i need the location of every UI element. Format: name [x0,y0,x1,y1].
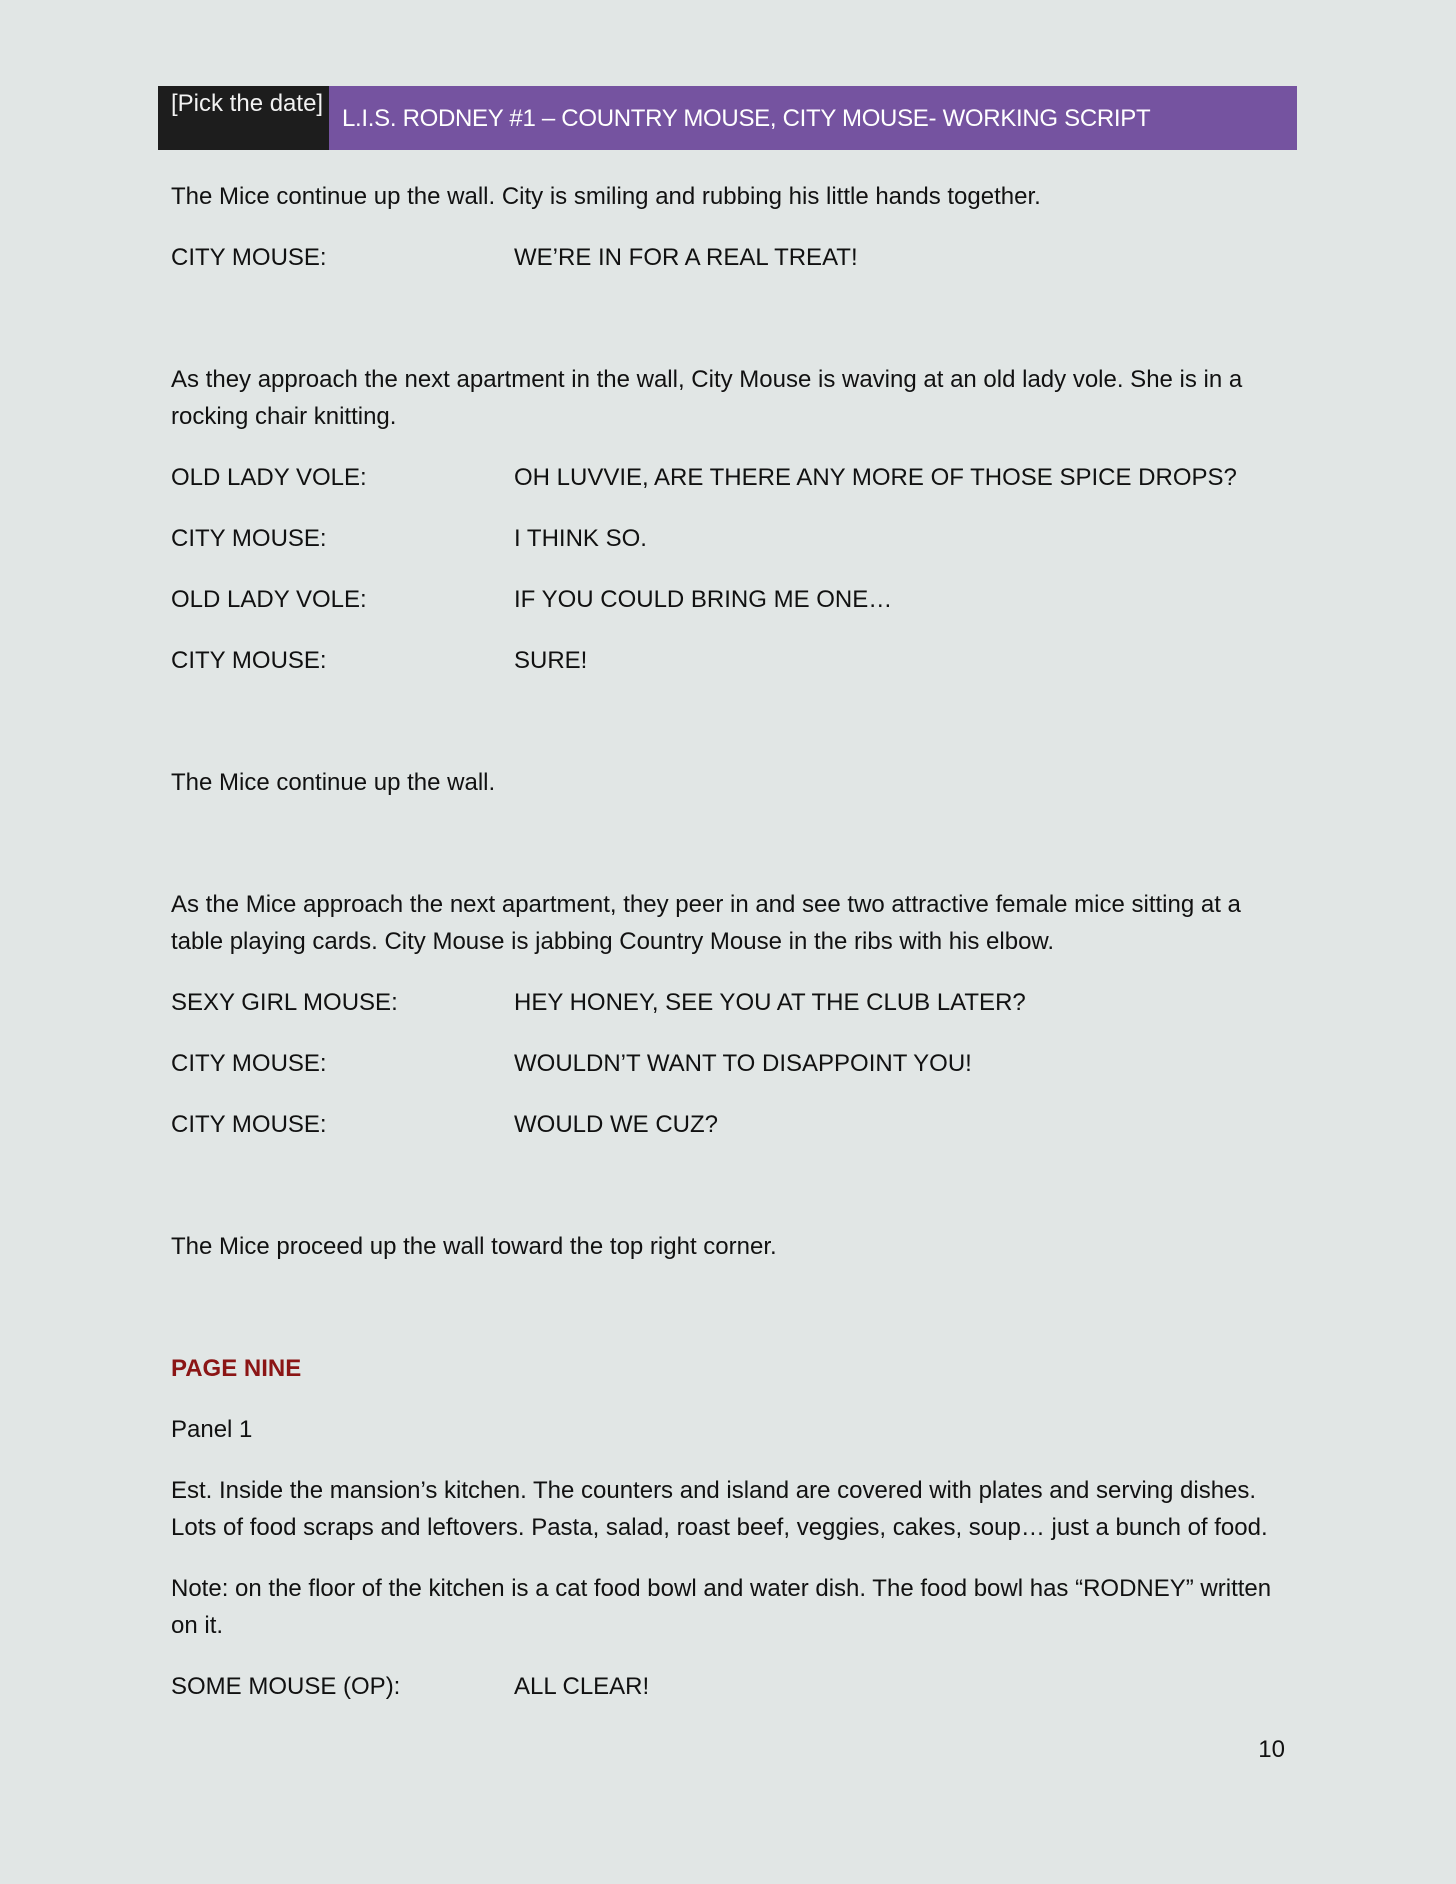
panel-label: Panel 1 [171,1416,253,1443]
action-paragraph: As they approach the next apartment in the wall, City Mouse is waving at an old lady vole. She is in a rocking chair knitting. [171,366,1243,430]
dialogue-line: OH LUVVIE, ARE THERE ANY MORE OF THOSE SPICE DROPS? [514,464,1237,491]
action-paragraph: The Mice continue up the wall. City is smiling and rubbing his little hands together. [171,183,1041,210]
page-heading: PAGE NINE [171,1355,302,1382]
dialogue-line: IF YOU COULD BRING ME ONE… [514,586,893,613]
header-title: L.I.S. RODNEY #1 – COUNTRY MOUSE, CITY MOUSE- WORKING SCRIPT [329,86,1297,150]
dialogue-row [171,642,1291,679]
action-paragraph: Est. Inside the mansion’s kitchen. The counters and island are covered with plates and serving dishes. Lots of food scraps and leftovers. Pasta, salad, roast beef, veggies, cakes, soup… just a bunch of food. [171,1477,1268,1541]
dialogue-speaker: CITY MOUSE: [171,525,327,552]
action-paragraph: As the Mice approach the next apartment, they peer in and see two attractive female mice sitting at a table playing cards. City Mouse is jabbing Country Mouse in the ribs with his elbow. [171,891,1241,955]
page-number: 10 [1258,1736,1285,1763]
action-paragraph: The Mice continue up the wall. [171,769,496,796]
dialogue-row [171,581,1291,618]
dialogue-line: WE’RE IN FOR A REAL TREAT! [514,244,858,271]
dialogue-speaker: CITY MOUSE: [171,1050,327,1077]
dialogue-speaker: OLD LADY VOLE: [171,586,367,613]
page-header [158,86,1297,150]
dialogue-line: SURE! [514,647,588,674]
header-date: [Pick the date] [158,86,329,150]
dialogue-speaker: CITY MOUSE: [171,1111,327,1138]
dialogue-speaker: SOME MOUSE (OP): [171,1673,401,1700]
dialogue-speaker: CITY MOUSE: [171,244,327,271]
dialogue-line: WOULDN’T WANT TO DISAPPOINT YOU! [514,1050,972,1077]
script-body [171,178,1291,1729]
dialogue-row [171,239,1291,276]
dialogue-line: WOULD WE CUZ? [514,1111,718,1138]
dialogue-line: HEY HONEY, SEE YOU AT THE CLUB LATER? [514,989,1026,1016]
dialogue-speaker: OLD LADY VOLE: [171,464,367,491]
dialogue-row [171,1045,1291,1082]
dialogue-row [171,1106,1291,1143]
dialogue-speaker: SEXY GIRL MOUSE: [171,989,398,1016]
dialogue-line: ALL CLEAR! [514,1673,650,1700]
action-paragraph: The Mice proceed up the wall toward the top right corner. [171,1233,777,1260]
dialogue-row [171,459,1291,496]
dialogue-line: I THINK SO. [514,525,647,552]
dialogue-speaker: CITY MOUSE: [171,647,327,674]
dialogue-row [171,520,1291,557]
dialogue-row [171,984,1291,1021]
dialogue-row [171,1668,1291,1705]
note-paragraph: Note: on the floor of the kitchen is a cat food bowl and water dish. The food bowl has “RODNEY” written on it. [171,1575,1272,1639]
